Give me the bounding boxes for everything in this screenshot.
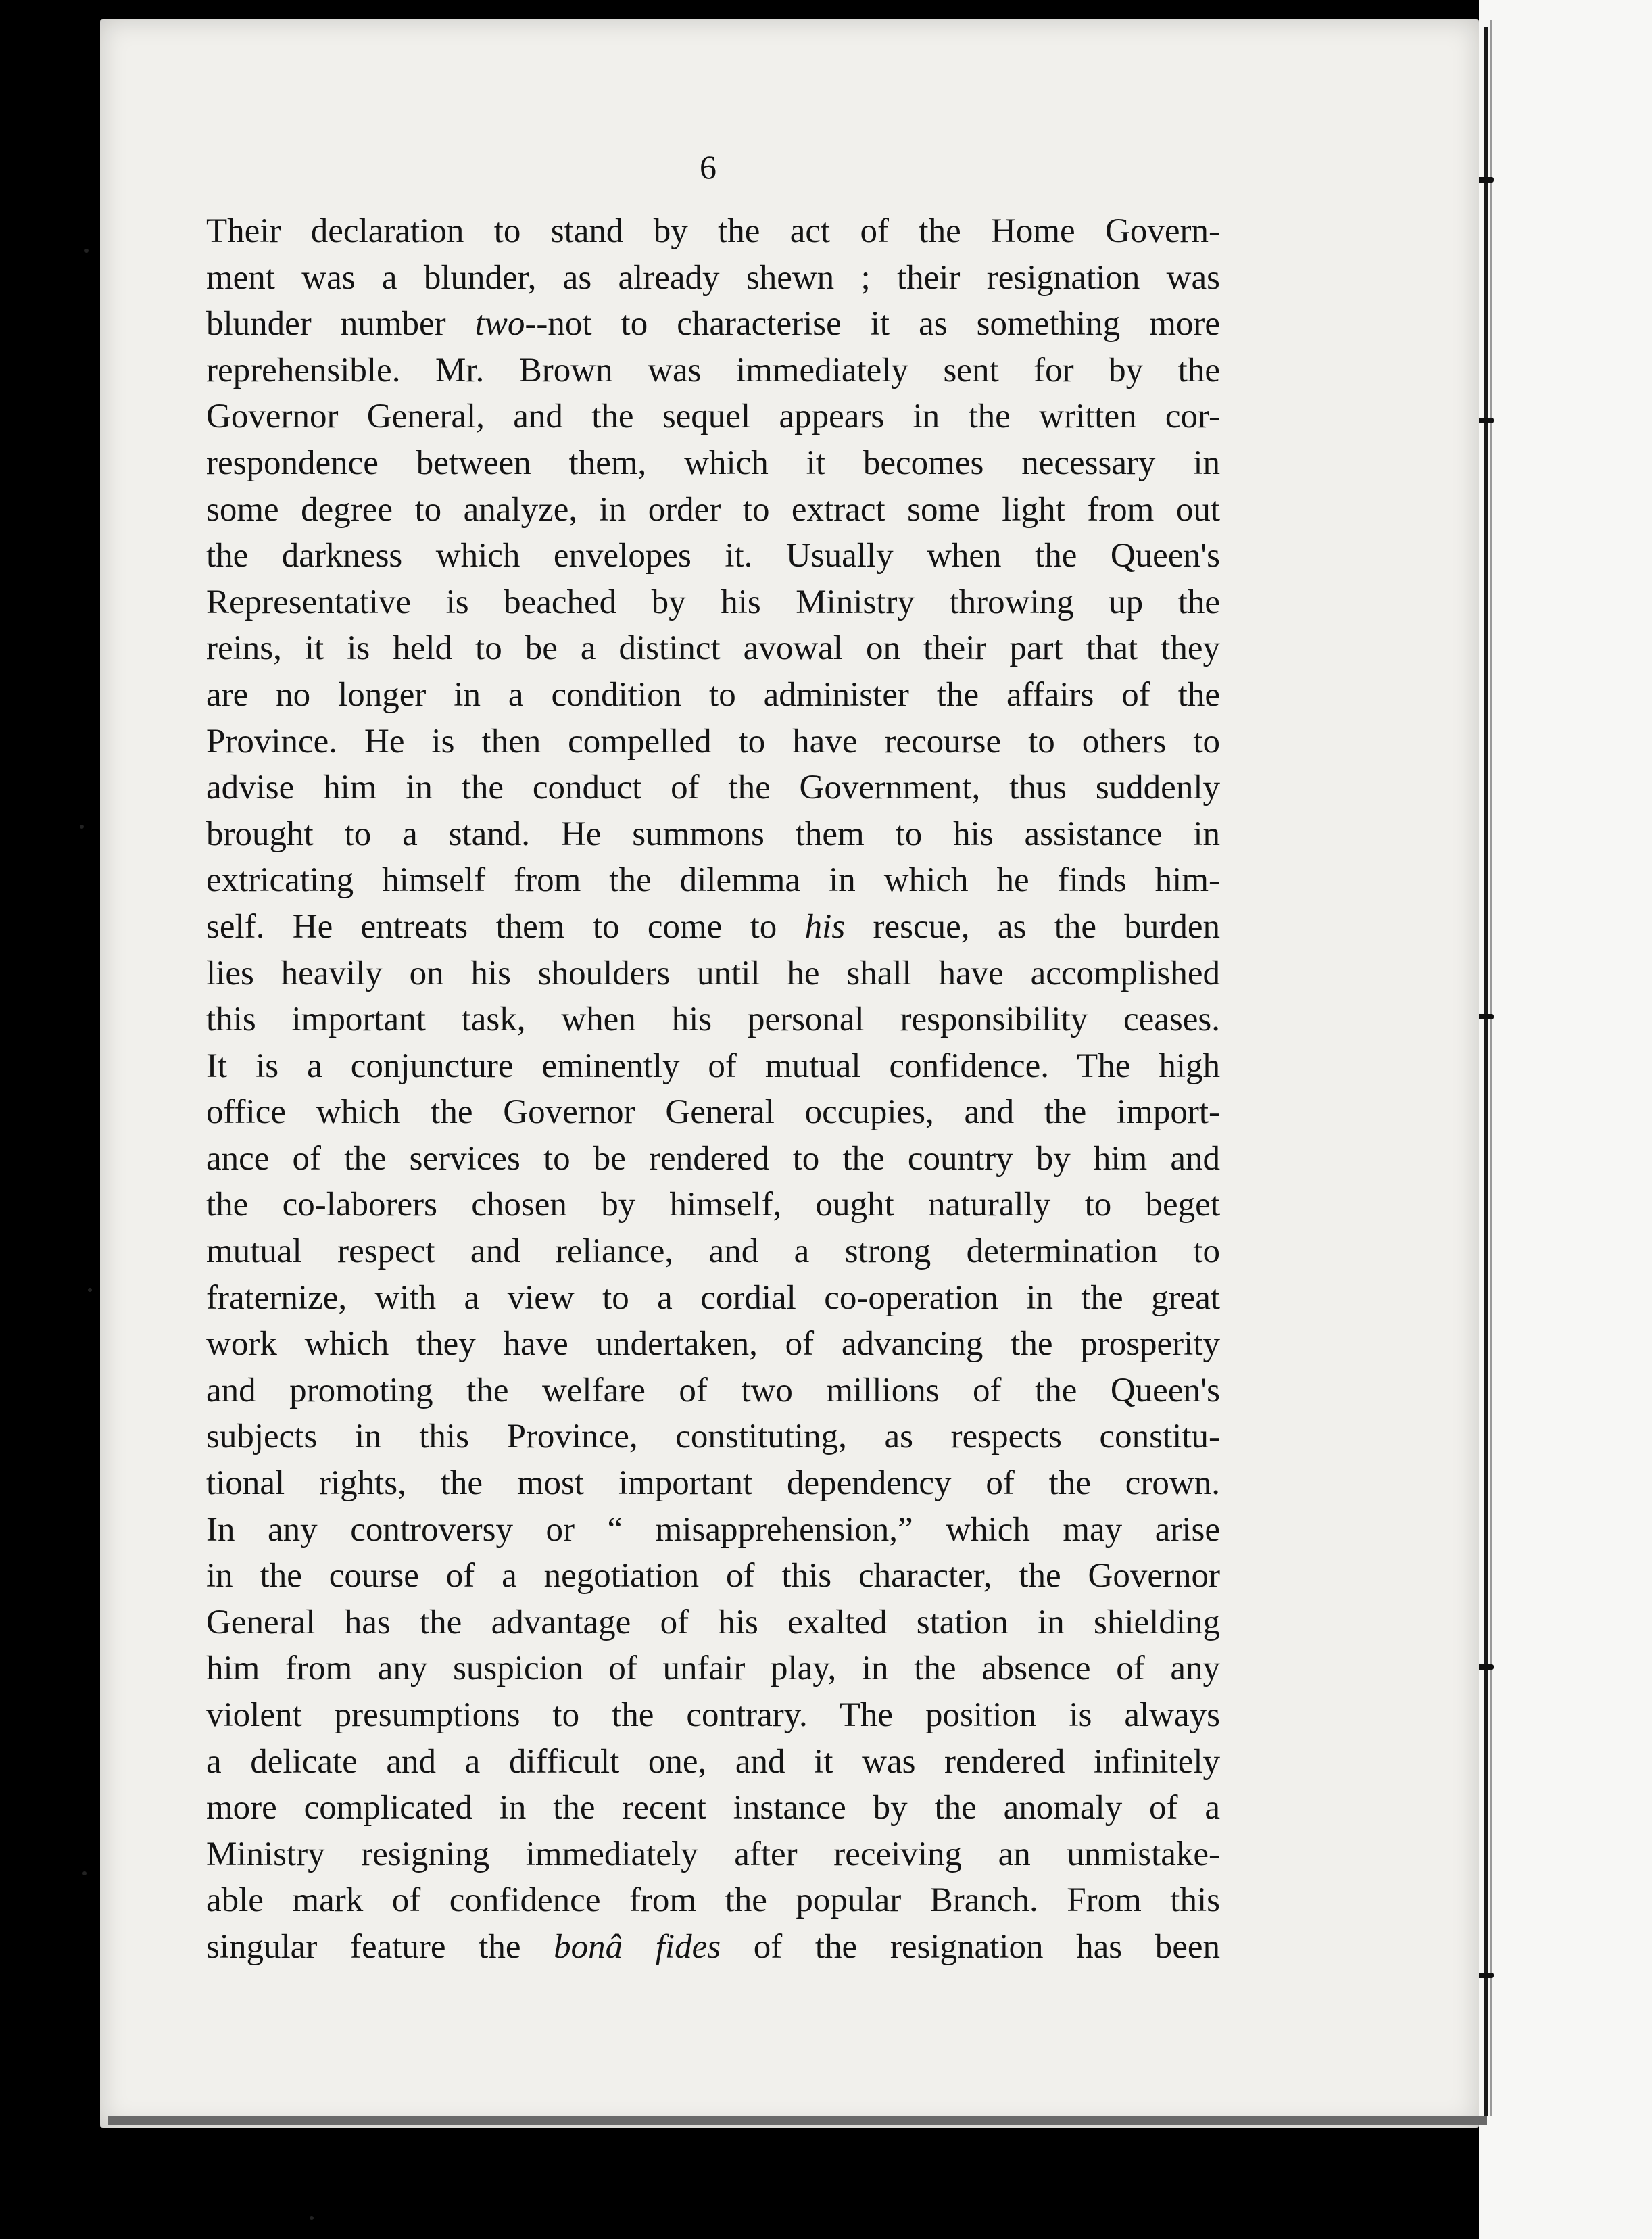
page-bottom-shadow (108, 2116, 1487, 2125)
page-edge-line (1484, 27, 1488, 2116)
margin-speck (84, 249, 89, 253)
text-line: a delicate and a difficult one, and it was rendered infinitely (206, 1742, 1220, 1781)
text-line: It is a conjuncture eminently of mutual confidence. The high (206, 1046, 1220, 1085)
text-line: him from any suspicion of unfair play, in the absence of any (206, 1650, 1220, 1688)
text-line: singular feature the bonâ fides of the resignation has been (206, 1927, 1220, 1966)
text-line: the co-laborers chosen by himself, ought naturally to beget (206, 1186, 1220, 1224)
text-line: office which the Governor General occupies, and the import- (206, 1093, 1220, 1132)
text-line: General has the advantage of his exalted station in shielding (206, 1603, 1220, 1641)
margin-speck (310, 2216, 314, 2220)
text-line: self. He entreats them to come to his rescue, as the burden (206, 907, 1220, 946)
text-line: mutual respect and reliance, and a strong determination to (206, 1232, 1220, 1271)
text-line: Governor General, and the sequel appears in the written cor- (206, 398, 1220, 436)
text-line: ment was a blunder, as already shewn ; their resignation was (206, 258, 1220, 297)
text-line: violent presumptions to the contrary. The position is always (206, 1696, 1220, 1734)
text-line: tional rights, the most important dependency of the crown. (206, 1464, 1220, 1503)
margin-speck (88, 1288, 92, 1292)
text-line: reins, it is held to be a distinct avowal on their part that they (206, 629, 1220, 668)
text-line: advise him in the conduct of the Government, thus suddenly (206, 769, 1220, 807)
text-line: reprehensible. Mr. Brown was immediately sent for by the (206, 351, 1220, 389)
text-line: in the course of a negotiation of this character, the Governor (206, 1557, 1220, 1595)
italic-word: bonâ fides (554, 1927, 721, 1966)
text-line: brought to a stand. He summons them to his assistance in (206, 815, 1220, 853)
margin-speck (80, 825, 84, 829)
text-line: blunder number two--not to characterise it as something more (206, 305, 1220, 343)
binding-line (1490, 20, 1492, 2116)
text-line: Representative is beached by his Ministry throwing up the (206, 583, 1220, 621)
text-line: fraternize, with a view to a cordial co-operation in the great (206, 1278, 1220, 1317)
text-line: some degree to analyze, in order to extract some light from out (206, 490, 1220, 529)
text-line: the darkness which envelopes it. Usually when the Queen's (206, 537, 1220, 575)
text-line: work which they have undertaken, of advancing the prosperity (206, 1325, 1220, 1364)
text-line: this important task, when his personal responsibility ceases. (206, 1001, 1220, 1039)
text-line: Their declaration to stand by the act of the Home Govern- (206, 212, 1220, 250)
text-line: subjects in this Province, constituting, as respects constitu- (206, 1418, 1220, 1456)
text-line: able mark of confidence from the popular Branch. From this (206, 1881, 1220, 1920)
italic-word: his (804, 907, 846, 946)
text-line: extricating himself from the dilemma in which he finds him- (206, 861, 1220, 900)
text-line: lies heavily on his shoulders until he shall have accomplished (206, 954, 1220, 992)
margin-speck (82, 1871, 87, 1875)
text-line: are no longer in a condition to administer the affairs of the (206, 675, 1220, 714)
text-line: Province. He is then compelled to have recourse to others to (206, 722, 1220, 761)
italic-word: two (475, 305, 525, 343)
page-number: 6 (700, 148, 716, 186)
text-line: ance of the services to be rendered to the country by him and (206, 1139, 1220, 1178)
text-line: respondence between them, which it becomes necessary in (206, 443, 1220, 482)
adjacent-page-edge (1479, 0, 1652, 2239)
text-line: more complicated in the recent instance by the anomaly of a (206, 1789, 1220, 1827)
text-line: In any controversy or “ misapprehension,” which may arise (206, 1510, 1220, 1549)
text-line: Ministry resigning immediately after receiving an unmistake- (206, 1835, 1220, 1873)
text-line: and promoting the welfare of two millions of the Queen's (206, 1371, 1220, 1410)
body-text (206, 208, 1220, 1971)
